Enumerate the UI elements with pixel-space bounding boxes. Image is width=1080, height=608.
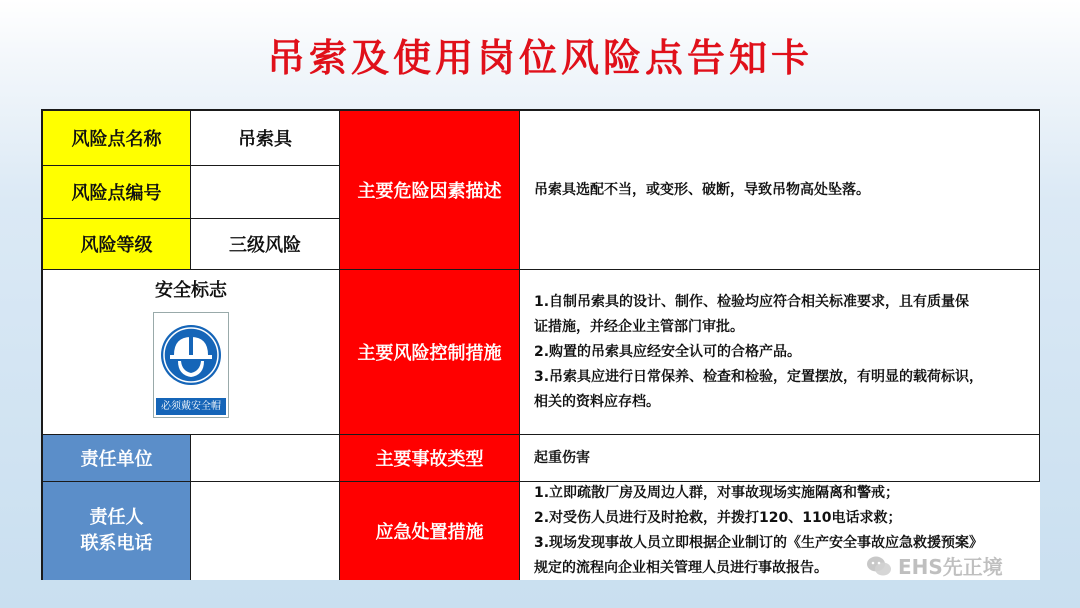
- emergency-label: 应急处置措施: [340, 482, 520, 580]
- hazard-label: 主要危险因素描述: [340, 111, 520, 270]
- safety-sign-caption: 必须戴安全帽: [156, 398, 226, 415]
- watermark-text: EHS先正境: [898, 555, 1003, 579]
- card-title: 吊索及使用岗位风险点告知卡: [266, 36, 813, 80]
- watermark: [866, 551, 1003, 580]
- hard-hat-icon: [154, 313, 228, 397]
- emergency-line: 3.现场发现事故人员立即根据企业制订的《生产安全事故应急救援预案》: [534, 535, 984, 551]
- control-line: 相关的资料应存档。: [534, 393, 660, 410]
- emergency-line: 2.对受伤人员进行及时抢救，并拨打120、110电话求救；: [534, 510, 902, 526]
- control-line: 3.吊索具应进行日常保养、检查和检验，定置摆放，有明显的载荷标识，: [534, 368, 984, 385]
- control-line: 1.自制吊索具的设计、制作、检验均应符合相关标准要求，且有质量保: [534, 293, 970, 310]
- accident-type-label: 主要事故类型: [340, 435, 520, 482]
- risk-code-label: 风险点编号: [43, 166, 191, 219]
- responsible-unit-label: 责任单位: [43, 435, 191, 482]
- safety-sign-cell: [43, 270, 340, 435]
- wechat-icon: [866, 555, 892, 577]
- control-measures: [520, 270, 1040, 435]
- accident-type-value: 起重伤害: [520, 435, 1040, 482]
- risk-name-label: 风险点名称: [43, 111, 191, 166]
- control-line: 2.购置的吊索具应经安全认可的合格产品。: [534, 343, 802, 360]
- responsible-person-label-line1: 责任人: [89, 507, 144, 528]
- safety-sign-label: 安全标志: [155, 280, 227, 301]
- emergency-line: 1.立即疏散厂房及周边人群，对事故现场实施隔离和警戒；: [534, 485, 900, 501]
- risk-level-label: 风险等级: [43, 219, 191, 270]
- risk-code-value: [191, 166, 340, 219]
- emergency-line: 规定的流程向企业相关管理人员进行事故报告。: [534, 560, 828, 576]
- control-line: 证措施，并经企业主管部门审批。: [534, 318, 744, 335]
- responsible-unit-value: [191, 435, 340, 482]
- responsible-person-value: [191, 482, 340, 580]
- risk-level-value: 三级风险: [191, 219, 340, 270]
- safety-sign-board: [153, 312, 229, 418]
- risk-name-value: 吊索具: [191, 111, 340, 166]
- responsible-person-label: [43, 482, 191, 580]
- responsible-person-label-line2: 联系电话: [80, 533, 153, 554]
- control-label: 主要风险控制措施: [340, 270, 520, 435]
- risk-notice-card: [41, 109, 1040, 580]
- hazard-description: 吊索具选配不当，或变形、破断，导致吊物高处坠落。: [520, 111, 1040, 270]
